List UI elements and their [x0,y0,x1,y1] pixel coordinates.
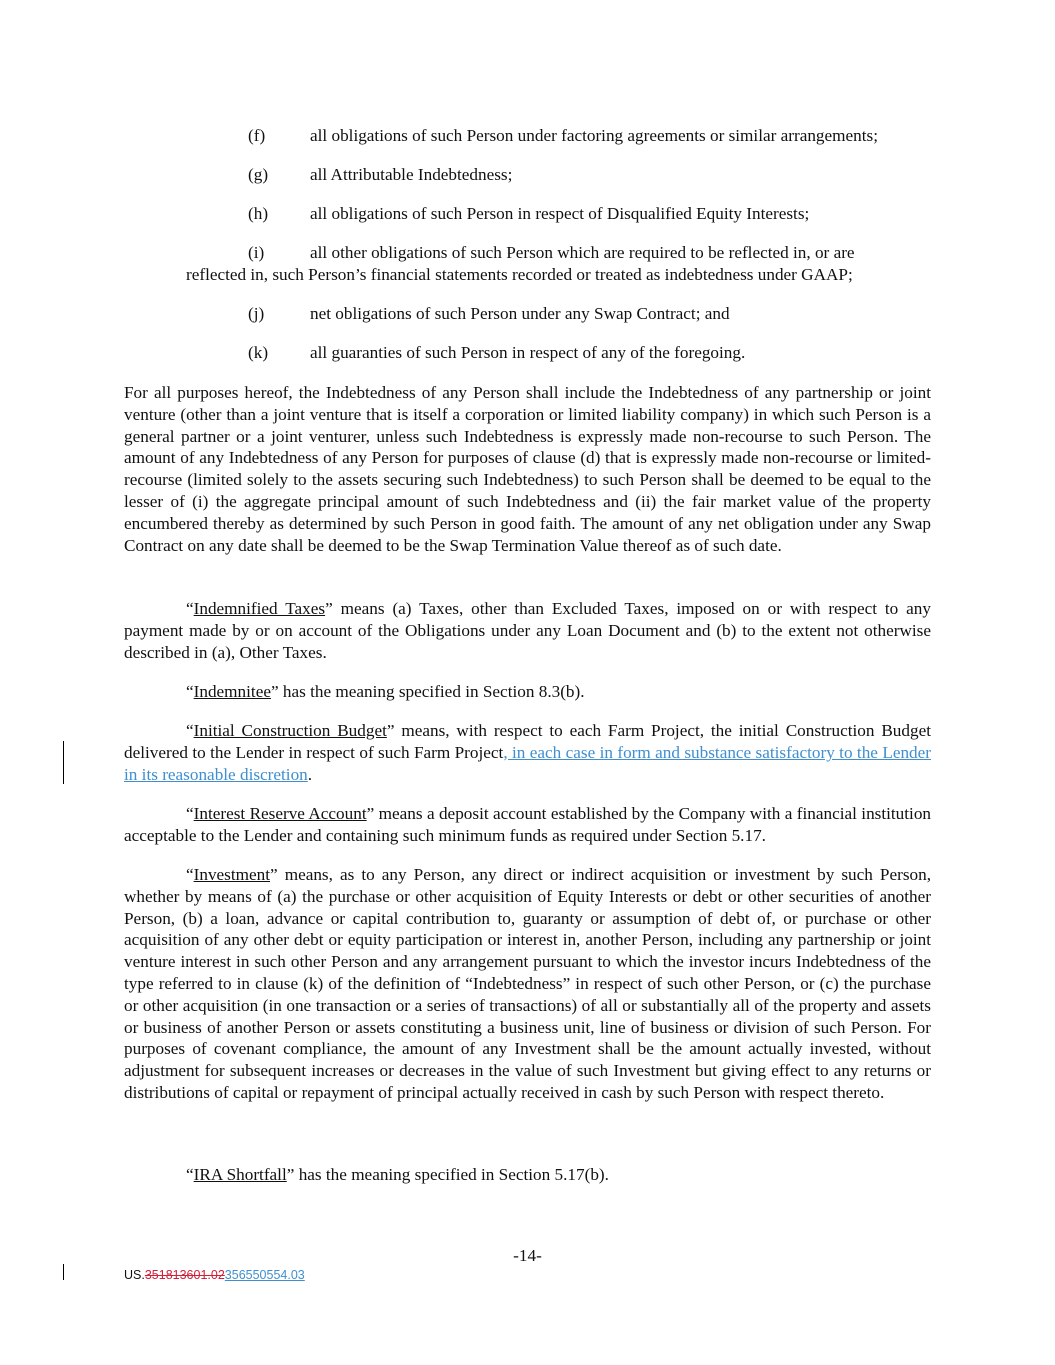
close-quote: ” [366,804,375,823]
definition-indemnified-taxes [124,598,931,663]
change-bar [63,741,64,784]
item-text: all guaranties of such Person in respect of any of the foregoing. [310,343,746,362]
definition-body: means a deposit account established by the Company with a financial institution acceptable to the Lender and containing such minimum funds as required under Section 5.17. [124,804,932,845]
list-item-g [248,164,512,186]
close-quote: ” [386,721,395,740]
item-text: all obligations of such Person in respect of Disqualified Equity Interests; [310,204,810,223]
close-quote: ” [270,682,279,701]
definition-body: means (a) Taxes, other than Excluded Taxes, imposed on or with respect to any payment made by or on account of the Obligations under any Loan Document and (b) to the extent not otherwise described in (a), Other Taxes. [124,599,931,662]
open-quote: “ [186,599,194,618]
item-label: (f) [248,126,266,145]
item-label: (j) [248,304,265,323]
close-quote: ” [286,1165,295,1184]
open-quote: “ [186,804,194,823]
definition-initial-construction-budget [124,720,931,785]
item-label: (k) [248,343,269,362]
defined-term: IRA Shortfall [193,1165,287,1184]
definition-body: has the meaning specified in Section 5.17(b). [294,1165,609,1184]
definition-ira-shortfall [124,1164,931,1186]
open-quote: “ [186,721,194,740]
open-quote: “ [186,1165,194,1184]
doc-id-inserted: 356550554.03 [224,1268,305,1282]
list-item-k [248,342,745,364]
definition-indemnitee [124,681,931,703]
definition-interest-reserve-account [124,803,931,847]
definition-investment [124,864,931,1104]
item-text: all obligations of such Person under factoring agreements or similar arrangements; [310,126,878,145]
paragraph-all-purposes: For all purposes hereof, the Indebtedness of any Person shall include the Indebtedness of any partnership or joint venture (other than a joint venture that is itself a corporation or limited liability company) in which such Person is a general partner or a joint venturer, unless such Indebtedness is expressly made non-recourse to such Person. The amount of any Indebtedness of any Person for purposes of clause (d) that is expressly made non-recourse or limited-recourse (limited solely to the assets securing such Indebtedness) to such Person shall be deemed to be equal to the lesser of (i) the aggregate principal amount of such Indebtedness and (ii) the fair market value of the property encumbered thereby as determined by such Person in good faith. The amount of any net obligation under any Swap Contract on any date shall be deemed to be the Swap Termination Value thereof as of such date. [124,383,931,555]
inserted-text: , in each case in form and substance satisfactory to the Lender in its reasonable discretion [124,742,931,784]
item-label: (g) [248,165,269,184]
list-item-h [248,203,809,225]
item-text: all Attributable Indebtedness; [310,165,513,184]
item-text: all other obligations of such Person which are required to be reflected in, or are [310,243,855,262]
defined-term: Investment [193,865,271,884]
defined-term: Interest Reserve Account [193,804,367,823]
item-label: (i) [248,243,265,262]
defined-term: Initial Construction Budget [193,721,387,740]
item-text: net obligations of such Person under any Swap Contract; and [310,304,730,323]
close-quote: ” [270,865,278,884]
open-quote: “ [186,865,194,884]
open-quote: “ [186,682,194,701]
list-item-f [248,125,878,147]
doc-id-deleted: 351813601.02 [144,1268,225,1282]
defined-term: Indemnitee [193,682,271,701]
document-id [124,1265,305,1287]
page-number: -14- [513,1246,542,1265]
end-punctuation: . [307,764,313,784]
definition-body: has the meaning specified in Section 8.3(b). [278,682,585,701]
definition-body: means, as to any Person, any direct or indirect acquisition or investment by such Person, whether by means of (a) the purchase or other acquisition of Equity Interests or debt or other securities of another Person, (b) a loan, advance or capital contribution to, guaranty or assumption of debt of, or purchase or other acquisition of any other debt or equity participation or interest in, another Person, including any partnership or joint venture interest in such other Person and any arrangement pursuant to which the investor incurs Indebtedness of the type referred to in clause (k) of the definition of “Indebtedness” in respect of such other Person, or (c) the purchase or other acquisition (in one transaction or a series of transactions) of all or substantially all of the property and assets or business of another Person or assets constituting a business unit, line of business or division of such Person. For purposes of covenant compliance, the amount of any Investment shall be the amount actually invested, without adjustment for subsequent increases or decreases in the value of such Investment but giving effect to any returns or distributions of capital or repayment of principal actually received in cash by such Person with respect thereto. [124,865,931,1102]
list-item-i [248,242,855,264]
close-quote: ” [325,599,333,618]
definition-body: means, with respect to each Farm Project, the initial Construction Budget delivered to the Lender in respect of such Farm Project [124,721,931,762]
defined-term: Indemnified Taxes [193,599,326,618]
change-bar [63,1264,64,1280]
doc-id-prefix: US. [124,1268,145,1282]
item-label: (h) [248,204,269,223]
list-item-j [248,303,730,325]
list-item-i-continuation: reflected in, such Person’s financial statements recorded or treated as indebtedness under GAAP; [186,265,853,284]
